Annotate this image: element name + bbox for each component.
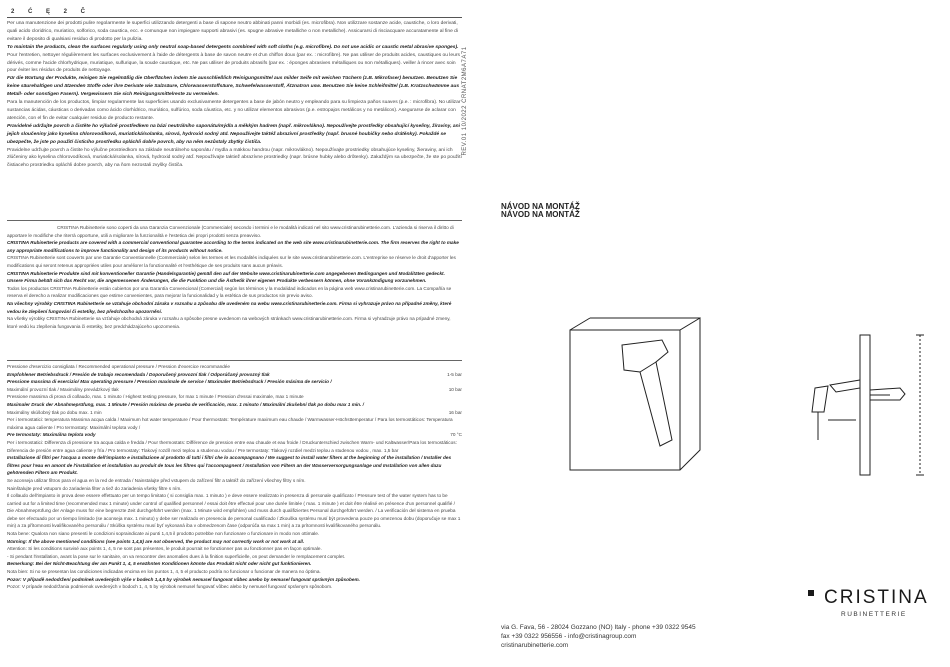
spec-line-14: Il collaudo dell'impianto in prova deve essere effettuato per un tempo limitato ( si consiglia max. 1 minuto ) e deve essere realizzato in presenza di personale qualificato / Pressure test of the water system has to be carried out for a limited time (recommended max 1 minute) under control of qualified personnel / essai doit être effectué pour une durée limitée ( max. 1 minute ) et doit être réalisé en présence d'un personnel qualifié / Die Abnahmeprüfung der Anlage muss für eine begrenzte Zeit durchgeführt werden (max. 1 Minute wird empfohlen) und muss durch qualifiziertes Personal durchgeführt werden. / La verificación del sistema en prueba debe ser efectuado por un tiempo limitado (se aconseja max. 1 minuto) y debe ser realizado en presencia de personal cualificado / Zkouška systému musí být provedena pouze po omezenou dobu (doporučuje se max 1 min) a za přítomnosti kvalifikovaného personálu / Skúška systému musí byť vykonaná iba v obmedzenom čase (odporúča sa max 1 min) a za prítomnosti kvalifikovaného personálu.	[7, 493, 461, 529]
spec-line-6: Maximaler Druck der Abnahmeprüfung, max. 1 Minute / Presión máxima de prueba de verificación, max. 1 minuto / Maximální zkušební tlak po dobu max 1 min. /	[7, 401, 364, 407]
spec-line-12: Se aconseja utilizar filtros para el agua en la red de entrada / Nainstalujte před vstupem do zařízení filtr a taktéž do zařízení všechny filtry s ním.	[7, 477, 306, 483]
care-section	[7, 8, 462, 170]
care-es: Para la manutención de los productos, limpiar regularmente las superficies usando exclusivamente detergentes a base de jabón neutro y empleando para su limpieza paños suaves (p.e. : microfibra). No utilizar sustancias ácidas, cáusticas o derivadas como ácido clorhídrico, muriático, sulfúrico, soda cáustica, etc. y no utilizar elementos abrasivos (p.e. estropajos metálicos y no metálicos). Asegurarse de aclarar con atención, con el fin de evitar cualquier residuo de producto restante.	[7, 100, 461, 121]
specs-rule	[7, 360, 462, 361]
spec-row-max-pressure: Maximální provozní tlak / Maximálny prevádzkový tlak 10 bar	[7, 386, 462, 392]
side-lever	[812, 386, 828, 412]
spec-row-test-pressure: Maximálny skúšobný tlak po dobu max. 1 min 16 bar	[7, 409, 462, 415]
spec-line-15: Nota bene: Qualora non siano presenti le condizioni sopraindicate ai punti 1,4,5 il prodotto potrebbe non funzionare o funzionare in modo non ottimale.	[7, 531, 320, 537]
spec-line-1: Pressione d'esercizio consigliata / Recommended operational pressure / Pression d'exercice recommandée	[7, 364, 230, 369]
contact-address: via G. Fava, 56 - 28024 Gozzano (NO) Italy - phone +39 0322 9545	[501, 624, 696, 631]
header-rule	[7, 17, 462, 18]
contact-block	[501, 624, 696, 650]
spec-line-3: Pressione massima di esercizio/ Max operating pressure / Pression maximale de service / Maximaler Betriebsdruck / Presión máxima de servicio /	[7, 379, 332, 385]
warranty-fr: CRISTINA Rubinetterie sont couverts par une Garantie Conventionnelle (Commerciale) selon les termes et les modalités indiquées sur le site www.cristinarubinetterie.com. L'entreprise se réserve le droit d'apporter les modifications qui seront retenus appropriées utiles pour améliorer la fonctionnalité et l'esthétique de ses produits sans aucun préavis.	[7, 255, 456, 268]
logo-mark-icon	[808, 590, 824, 606]
cristina-logo	[808, 587, 938, 629]
warranty-de: CRISTINA Rubinetterie Produkte sind mit konventioneller Garantie (Handelsgarantie) gemäß den auf der Website www.cristinarubinetterie.com angegebenen Bedingungen und Modalitäten gedeckt. Unsere Firma behält sich das Recht vor, die angemessenen Änderungen, die die Funktion und die Ästhetik ihrer eigenen Produkte verbessern können, ohne Vorankündigung vorzunehmen.	[7, 270, 445, 284]
spec-line-13: Nainštalujte pred vstupom do zariadenia filter a tiež do zariadenia všetky filtre s ním.	[7, 485, 182, 491]
warranty-cz: Na všechny výrobky CRISTINA Rubinetterie se vztahuje obchodní záruka v rozsahu a způsobu dle uvedeném na webu www.cristinarubinetterie.com. Firma si vyhrazuje právo na případné změny, které vedou ke zlepšení fungování či estetiky, bez předchozího upozornění.	[7, 300, 452, 314]
spec-line-21: Pozor: V případě nedodržení podmínek uvedených výše v bodech 1,4,5 by výrobek nemusel fungovat vůbec anebo by nemusel fungovat správným způsobem.	[7, 576, 360, 582]
warranty-it: CRISTINA Rubinetterie sono coperti da una Garanzia Convenzionale (Commerciale) secondo i termini e le modalità indicati nel sito www.cristinarubinetterie.com. L'azienda si riserva il diritto di apportare le modifiche che riterrà opportune, utili a migliorare la funzionalità e l'estetica dei propri prodotti senza preavviso.	[7, 225, 454, 238]
mixer-drawing	[560, 300, 940, 550]
care-cz: Pravidelné udržujte povrch a čistěte ho výlučně prostředkem na bázi neutrálního saponátu/mýdla a měkkým hadrem (např. mikrovlákno). Nepoužívejte prostředky obsahující kyseliny, žíraviny, ani jejich sloučeniny jako kyselina chlorovodíková, muriatická/solanka, sírová, hydroxid sodný atd. Nepoužívejte taktéž abrazivní prostředky (např. brusné houbičky nebo drátěnky). Pokaždé se ubezpečte, že jste po použití čisticího prostředku opláchli dobře povrch, aby na něm nezůstaly zbytky čističa.	[7, 123, 460, 145]
care-it: Per una manutenzione dei prodotti pulire regolarmente le superfici utilizzando detergenti a base di sapone neutro abbinati panni morbidi (es. microfibra). Non utilizzare sostanze acide, caustiche, o loro derivati, quali acido cloridrico, muriatico, solforico, soda caustica, ecc. e comunque non impiegare supporti abrasivi (es. spugne abrasive metalliche o non metalliche). Assicurarsi di risciacquare accuratamente al fine di evitare il deposito di qualsiasi residuo di prodotto per la pulizia.	[7, 21, 458, 42]
contact-website[interactable]: cristinarubinetterie.com	[501, 641, 569, 649]
specs-section	[7, 360, 462, 591]
spec-line-18: - Si pendant l'installation, avant la pose sur le sanitaire, on va rencontrer des anomalies dues à la finition superficielle, on peut demander le remplacement complet.	[7, 553, 346, 559]
assembly-title	[501, 203, 580, 219]
contact-fax-email: fax +39 0322 956556 - info@cristinagroup.com	[501, 632, 637, 640]
logo-sub: RUBINETTERIE	[841, 611, 907, 618]
spec-line-20: Nota bien: Si no se presentan las condiciones indicadas encima en los puntos 1, 4, 5 el producto podría no funcionar o funcionar de manera no óptima.	[7, 569, 321, 575]
title-line-2: NÁVOD NA MONTÁŽ	[501, 210, 580, 219]
care-de: Für die Wartung der Produkte, reinigen Sie regelmäßig die Oberflächen indem Sie ausschließlich Reinigungsmittel aus milder Seife mit weichen Tüchern (z.B. Mikrofaser) benutzen. Benutzen Sie keine säurehaltigen und ätzenden Stoffe oder ihre Derivate wie Salzsäure, Chlorwasserstoffsäure, Schwefelwasserstoff, Ätznatron usw. Benutzen Sie keine Schleifmittel (z.B. Kratzschwämme aus Metall- oder sonstigen Fasern). Vergewissern Sie sich Reinigungsmittelreste zu vermeiden.	[7, 76, 460, 98]
warranty-rule	[7, 220, 462, 221]
spec-line-8: Per i termostatici: temperatura Massima acqua calda / Maximum hot water temperature / Pour thermostats: Température maximum eau chaude / Warmwasser-Höchsttemperatur / Para los termostáticos: Temperatura máxima agua caliente / Pro termostaty: Maximální teplota vody /	[7, 417, 453, 430]
revision-code	[458, 6, 468, 206]
spec-line-16: Warning: If the above mentioned conditions (see points 1,4,5) are not observed, the product may not correctly work or not work at all.	[7, 538, 305, 544]
title-line-1: NÁVOD NA MONTÁŽ	[501, 202, 580, 211]
spec-line-5: Pressione massima di prova di collaudo, max. 1 minuto / Highest testing pressure, for max 1 minute / Pression d'essai maximale, max 1 minute	[7, 394, 304, 400]
spec-line-22: Pozor: V prípade nedodržania podmienok uvedených v bodoch 1, 4, 5 by výrobok nemusel fungovať vôbec alebo by nemusel fungovať správnym spôsobom.	[7, 584, 333, 590]
care-en: To maintain the products, clean the surfaces regularly using only neutral soap-based detergents combined with soft cloths (e.g. microfibre). Do not use acidic or caustic metal abrasive sponges).	[7, 44, 459, 50]
warranty-en: CRISTINA Rubinetterie products are covered with a commercial conventional guarantee according to the terms indicated on the web site www.cristinarubinetterie.com. The firm reserves the right to make any appropriate modifications to improve functionality and design of its products without notice.	[7, 240, 459, 253]
language-header: 2 Ć Ę 2 Č	[11, 9, 92, 15]
lever-handle	[622, 340, 672, 446]
revision-text: REV.01 10/2022 CRNAT2M6A7A71	[462, 46, 468, 156]
spec-line-11: Installazione di filtri per l'acqua a monte dell'impianto e installazione al prodotto di tutti i filtri che lo accompagnano / We suggest to install water filters at the beginning of the installation / Installer des filtres pour l'eau en amont de l'installation et installation au produit de tous les filtres qui l'accompagnent / Installation von Filtern an der Wasserversorgungsanlage und Installation von allen dazu gehörenden Filtern am Produkt.	[7, 455, 452, 476]
side-handle-body	[870, 388, 905, 400]
care-sk: Pravidelne udržujte povrch a čistite ho výlučne prostriedkom na základe neutrálneho saponátu / mydla a mäkkou handrou (napr. mikrovlákno). Nepoužívajte prostriedky obsahujúce kyseliny, žieraviny, ani ich zlúčeniny ako kyselina chlorovodíková, muriatická/solanka, sírová, hydroxid sodný atď. Nepoužívajte taktiež abrazívne prostriedky (napr. brúsne hubky alebo drôtenky). Zakaždým sa ubezpečte, že ste po použití čistiaceho prostriedku opláchli dobre povrch, aby na ňom nezostali zvyšky čističa.	[7, 147, 462, 169]
spec-row-working-pressure: Empfohlener Betriebsdruck / Presión de trabajo recomendada / Doporučený provozní tlak / Odporúčaný provozný tlak 1-5 bar	[7, 371, 462, 377]
warranty-section	[7, 220, 462, 330]
warranty-es: Todos los productos CRISTINA Rubinetterie están cubiertos por una Garantía Convencional (Comercial) según los términos y la modalidad indicados en la página web www.cristinarubinetterie.com. La Compañía se reserva el derecho a realizar modificaciones que estime convenientes, para mejorar la funcionalidad y la estética de sus productos sin previo aviso.	[7, 285, 452, 299]
warranty-sk: Na všetky výrobky CRISTINA Rubinetterie sa vzťahuje obchodná záruka v rozsahu a spôsobe presne uvedenom na webových stránkach www.cristinarubinetterie.com. Firma si vyhradzuje právo na prípadné zmeny, ktoré vedú ku zlepšenia fungovania či estetiky, bez predchádzajúceho upozornenia.	[7, 316, 451, 329]
care-fr: Pour l'entretien, nettoyer régulièrement les surfaces exclusivement à l'aide de détergents à base de savon neutre et d'un chiffon doux (par ex. : microfibre). Ne pas utiliser de produits acides, caustiques ou leurs dérivés, comme l'acide chlorhydrique, muriatique, sulfurique, la soude caustique, etc. Ne pas utiliser de produits abrasifs (par ex. : éponges abrasives métalliques ou non métalliques). veiller à rincer avec soin pour éviter les résidus de produits de nettoyage.	[7, 52, 460, 74]
spec-line-17: Attention: Si les conditions susvisé aux points 1, 4, 5 ne sont pas présentes, le produit pourrait ne fonctionner pas ou fonctionner pas en façon optimale.	[7, 546, 322, 552]
spec-row-max-temp: Pre termostaty: Maximálna teplota vody 70 °C	[7, 432, 462, 438]
side-plate	[860, 335, 870, 475]
spec-line-10: Per i termostatici: Differenza di pressione tra acqua calda e fredda / Pour thermostats: Différence de pression entre eau chaude et eau froide / Druckunterschied zwischen Warm- und Kaltwasser/Para los termostáticos: Diferencia de presión entre agua caliente y fría / Pro termostaty: Tlakový rozdíl mezi teplou a studenou vodou / Pre termostaty: Tlakový rozdiel medzi teplou a studenou vodou , max. 1,5 bar	[7, 439, 457, 453]
care-text	[7, 20, 462, 170]
spec-line-19: Bemerkung: Bei der Nicht-Beachtung der am Punkt 1, 4, 5 erwähnten Konditionen könnte das Produkt nicht oder nicht gut funktionieren.	[7, 561, 312, 567]
logo-brand: CRISTINA	[824, 587, 929, 608]
